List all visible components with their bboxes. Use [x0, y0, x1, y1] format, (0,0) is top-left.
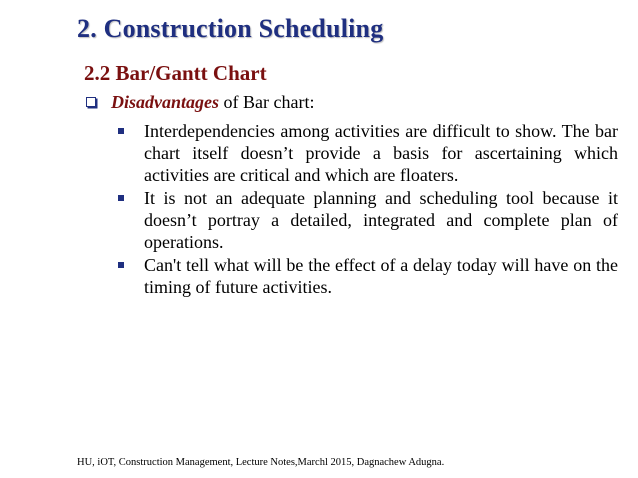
list-item-text: It is not an adequate planning and scheduling tool because it doesn’t portray a detailed, integrated and complete plan of operations.	[144, 188, 618, 252]
slide-subtitle: 2.2 Bar/Gantt Chart	[84, 61, 267, 85]
square-bullet-icon	[118, 195, 124, 201]
bullet-list	[118, 120, 618, 299]
lead-line	[86, 92, 314, 113]
list-item-text: Can't tell what will be the effect of a delay today will have on the timing of future activities.	[144, 255, 618, 297]
slide-title: 2. Construction Scheduling	[77, 14, 384, 43]
list-item	[118, 120, 618, 186]
list-item	[118, 254, 618, 298]
list-item	[118, 187, 618, 253]
hollow-square-bullet-icon	[86, 97, 96, 107]
list-item-text: Interdependencies among activities are difficult to show. The bar chart itself doesn’t provide a basis for ascertaining which activities are critical and which are floaters.	[144, 121, 618, 185]
footer-citation: HU, iOT, Construction Management, Lecture Notes,Marchl 2015, Dagnachew Adugna.	[77, 457, 445, 468]
square-bullet-icon	[118, 128, 124, 134]
lead-text: of Bar chart:	[219, 92, 315, 112]
square-bullet-icon	[118, 262, 124, 268]
lead-emphasis: Disadvantages	[111, 92, 219, 112]
